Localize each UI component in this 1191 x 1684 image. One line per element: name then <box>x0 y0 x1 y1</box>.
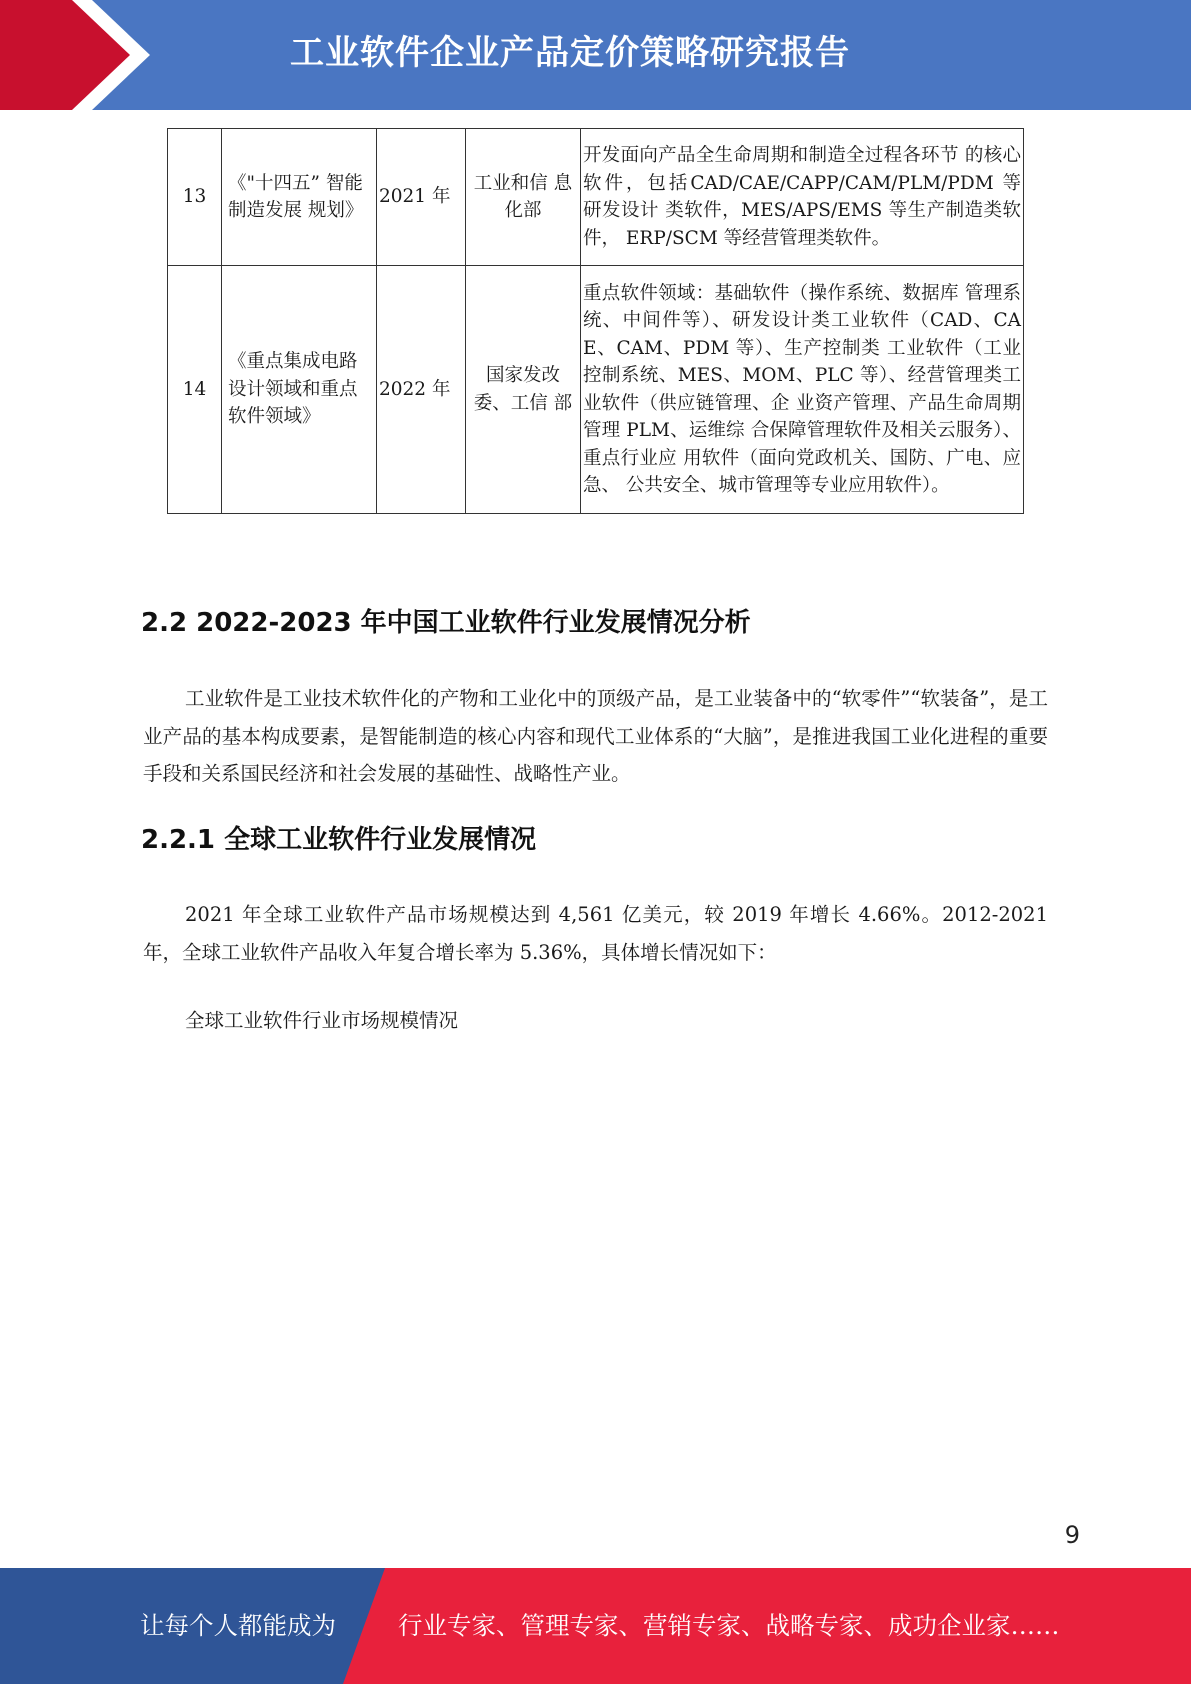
header-arrow-decoration <box>0 0 150 110</box>
section-2-2-1-paragraph: 2021 年全球工业软件产品市场规模达到 4,561 亿美元，较 2019 年增长 4.66%。2012-2021 年，全球工业软件产品收入年复合增长率为 5.36%，具体增长情况如下： <box>143 903 1048 964</box>
policy-year: 2022 年 <box>377 266 466 514</box>
footer-slogan-left: 让每个人都能成为 <box>140 1611 336 1640</box>
table-row <box>168 266 1024 514</box>
footer-slogan-right: 行业专家、管理专家、营销专家、战略专家、成功企业家…… <box>398 1611 1060 1640</box>
report-title: 工业软件企业产品定价策略研究报告 <box>290 33 850 73</box>
row-number: 13 <box>168 129 222 266</box>
policy-year: 2021 年 <box>377 129 466 266</box>
policy-content: 重点软件领域：基础软件（操作系统、数据库 管理系统、中间件等）、研发设计类工业软件（CAD、CAE、CAM、PDM 等）、生产控制类 工业软件（工业控制系统、MES、MOM、PLC 等）、经营管理类工业软件（供应链管理、企 业资产管理、产品生命周期管理 PLM、运维综 合保障管理软件及相关云服务）、重点行业应 用软件（面向党政机关、国防、广电、应急、 公共安全、城市管理等专业应用软件）。 <box>581 266 1024 514</box>
policy-department: 工业和信 息化部 <box>466 129 581 266</box>
section-heading-2-2: 2.2 2022-2023 年中国工业软件行业发展情况分析 <box>141 608 751 638</box>
report-header-bar <box>0 0 1191 110</box>
policy-content: 开发面向产品全生命周期和制造全过程各环节 的核心软件，包括CAD/CAE/CAPP/CAM/PLM/PDM 等研发设计 类软件，MES/APS/EMS 等生产制造类软件， ERP/SCM 等经营管理类软件。 <box>581 129 1024 266</box>
table-row <box>168 129 1024 266</box>
chart-caption: 全球工业软件行业市场规模情况 <box>185 1009 459 1032</box>
page-number: 9 <box>1064 1521 1080 1549</box>
policy-department: 国家发改委、工信 部 <box>466 266 581 514</box>
section-2-2-paragraph: 工业软件是工业技术软件化的产物和工业化中的顶级产品，是工业装备中的“软零件”“软装备”，是工业产品的基本构成要素，是智能制造的核心内容和现代工业体系的“大脑”，是推进我国工业化进程的重要手段和关系国民经济和社会发展的基础性、战略性产业。 <box>143 687 1048 785</box>
policy-name: 《重点集成电路设计领域和重点软件领域》 <box>222 266 377 514</box>
section-heading-2-2-1: 2.2.1 全球工业软件行业发展情况 <box>141 825 537 855</box>
policy-name: 《"十四五” 智能制造发展 规划》 <box>222 129 377 266</box>
policy-table <box>167 128 1024 514</box>
footer-banner <box>0 1568 1191 1684</box>
row-number: 14 <box>168 266 222 514</box>
